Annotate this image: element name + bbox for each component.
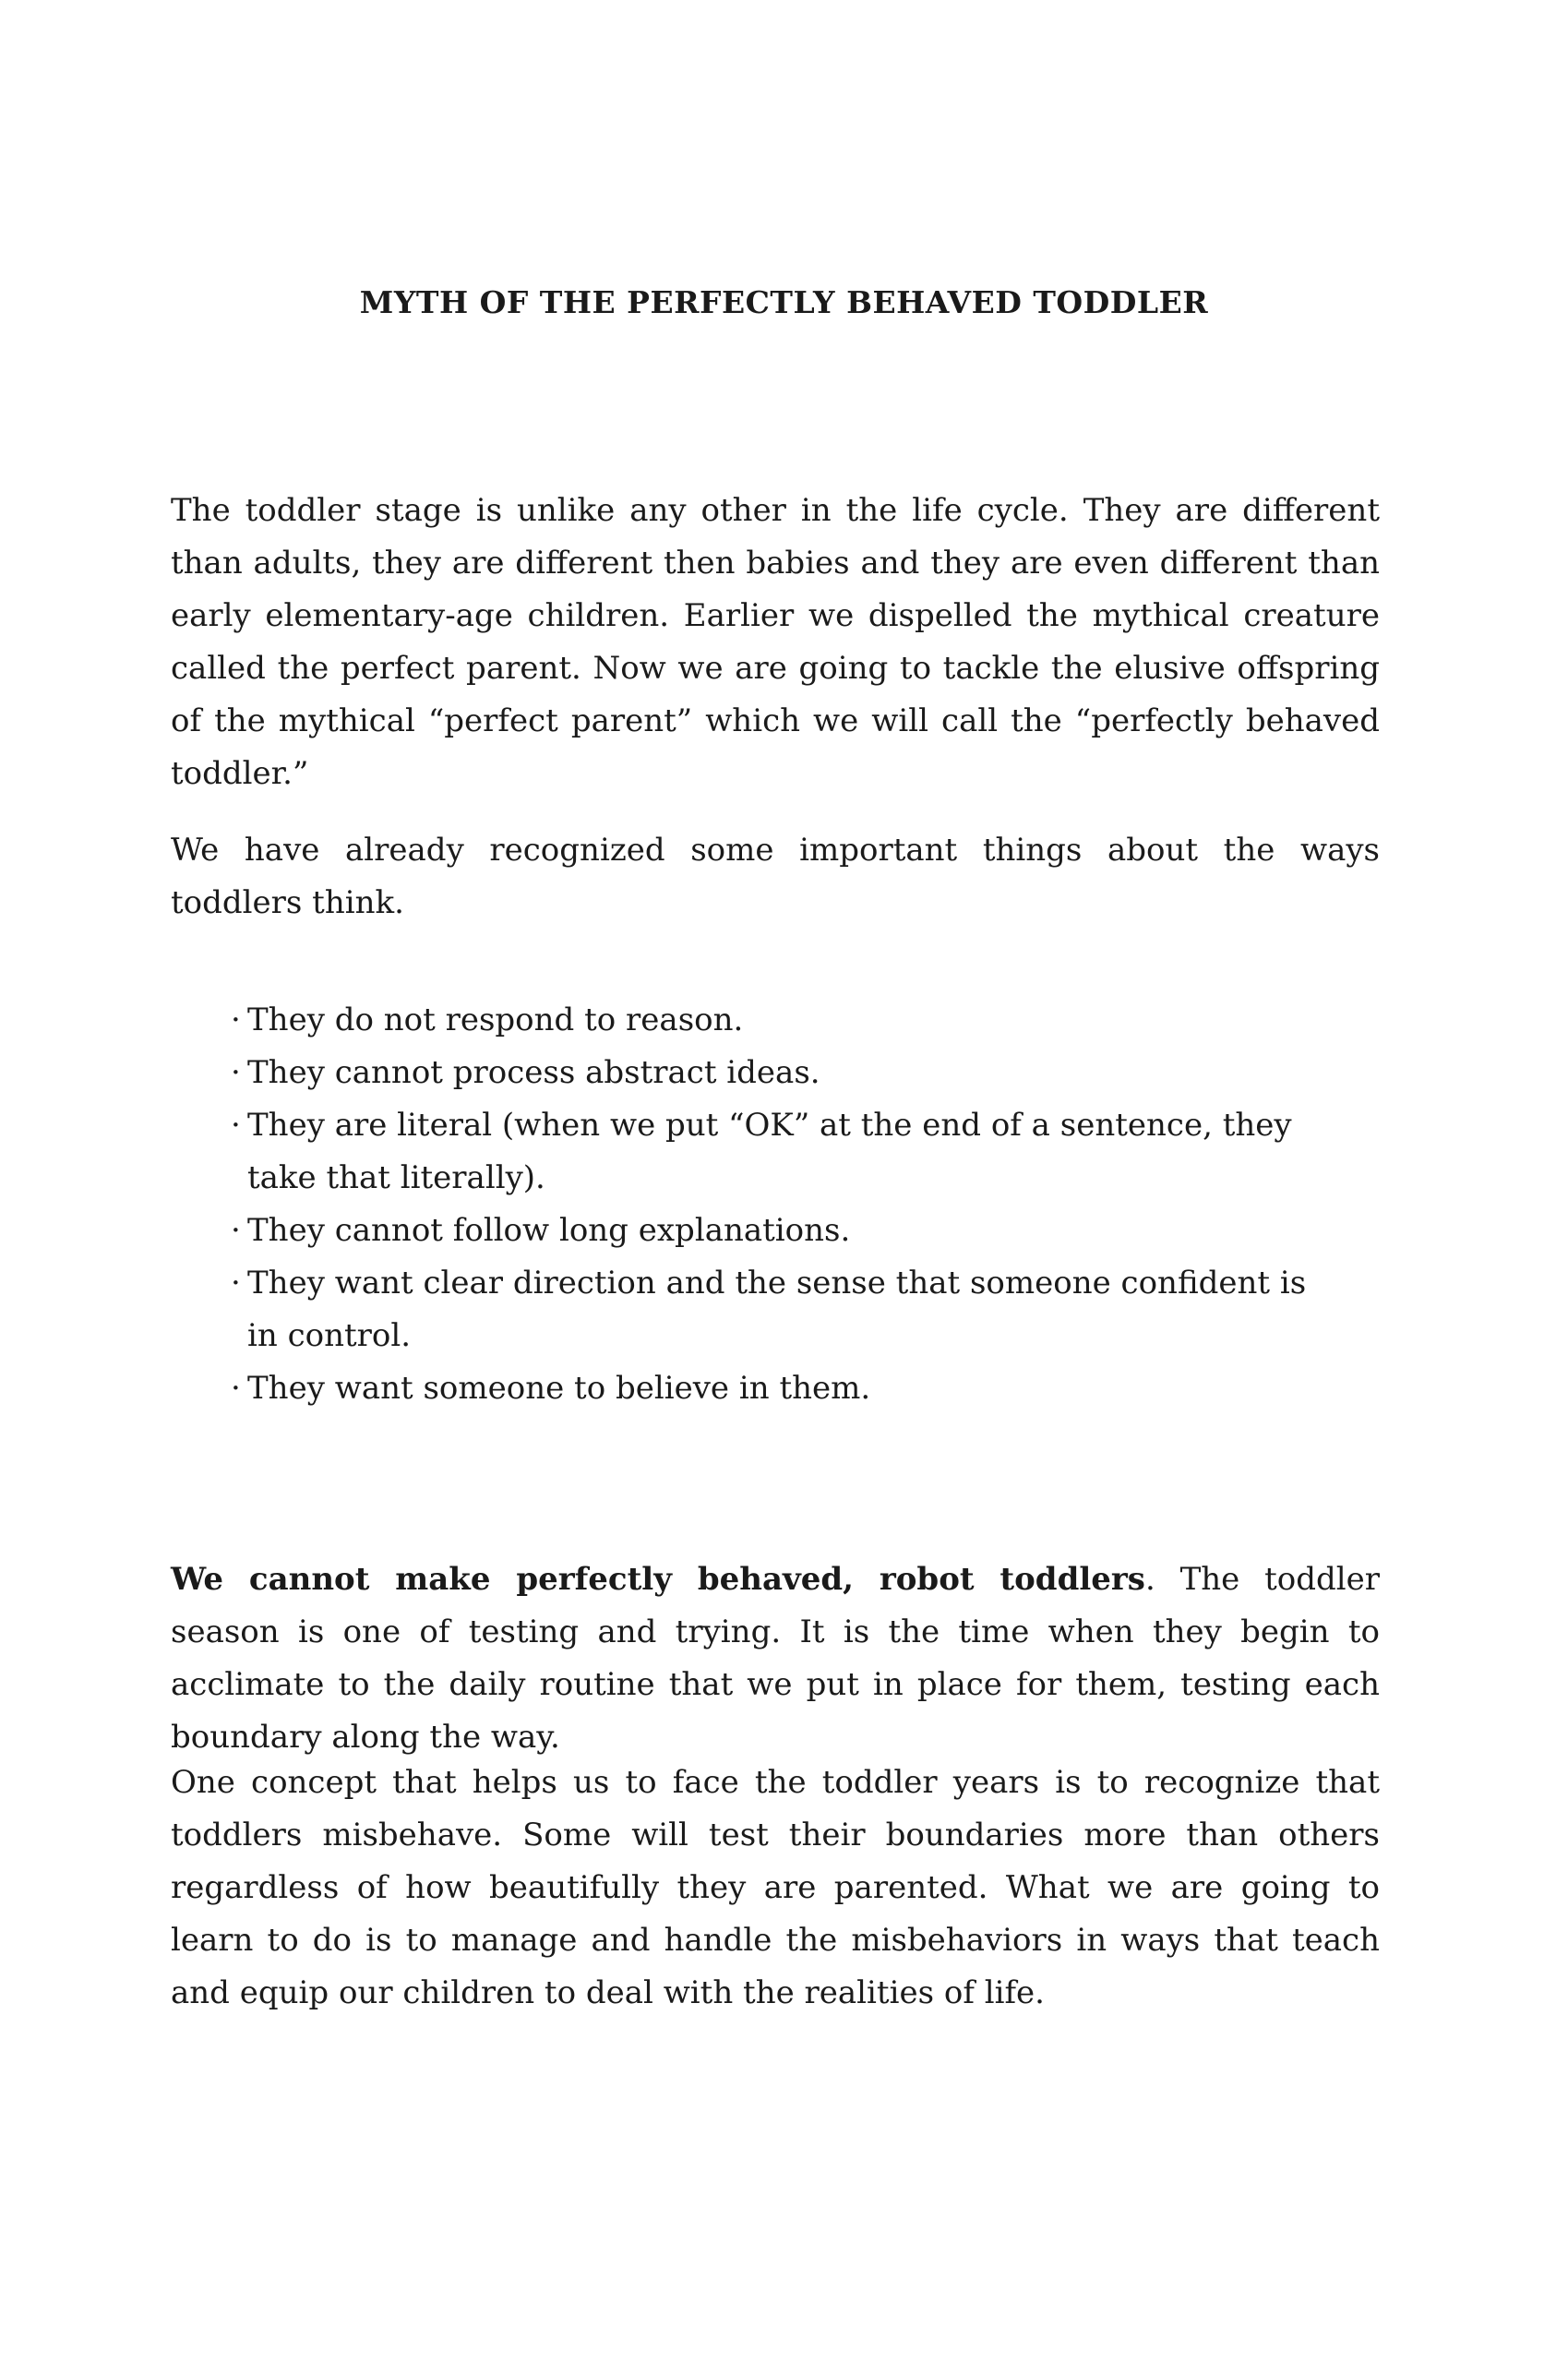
list-item bbox=[231, 1257, 1318, 1362]
boundaries-paragraph bbox=[171, 1553, 1380, 1764]
list-item-text: They are literal (when we put “OK” at the end of a sentence, they take that literally). bbox=[247, 1107, 1292, 1196]
bullet-marker: · bbox=[231, 1054, 241, 1091]
recognized-paragraph: We have already recognized some important things about the ways toddlers think. bbox=[171, 832, 1380, 921]
concept-paragraph: One concept that helps us to face the toddler years is to recognize that toddlers misbehave. Some will test their boundaries more than others regardless of how beautifully they are parented. What we are going to learn to do is to manage and handle the misbehaviors in ways that teach and equip our children to deal with the realities of life. bbox=[171, 1764, 1380, 2011]
boundaries-text: . The toddler season is one of testing and trying. It is the time when they begin to acclimate to the daily routine that we put in place for them, testing each boundary along the way. bbox=[171, 1561, 1380, 1756]
boundaries-lead: We cannot make perfectly behaved, robot toddlers bbox=[171, 1561, 1145, 1598]
list-item bbox=[231, 1047, 893, 1099]
intro-paragraph: The toddler stage is unlike any other in the life cycle. They are different than adults, they are different then babies and they are even different than early elementary-age children. Earlier we dispelled the mythical creature called the perfect parent. Now we are going to tackle the elusive offspring of the mythical “perfect parent” which we will call the “perfectly behaved toddler.” bbox=[171, 492, 1380, 792]
list-item bbox=[231, 1099, 1318, 1205]
bullet-marker: · bbox=[231, 1370, 241, 1407]
list-item-text: They want clear direction and the sense that someone confident is in control. bbox=[247, 1265, 1307, 1354]
list-item bbox=[231, 1362, 1078, 1415]
page-title: MYTH OF THE PERFECTLY BEHAVED TODDLER bbox=[359, 284, 1209, 320]
list-item-text: They do not respond to reason. bbox=[247, 1002, 744, 1038]
list-item-text: They cannot follow long explanations. bbox=[247, 1212, 851, 1249]
list-item bbox=[231, 994, 893, 1047]
bullet-marker: · bbox=[231, 1212, 241, 1249]
list-item bbox=[231, 1205, 1078, 1257]
toddler-traits-list bbox=[231, 994, 1338, 1415]
list-item-text: They cannot process abstract ideas. bbox=[247, 1054, 820, 1091]
bullet-marker: · bbox=[231, 1265, 241, 1301]
bullet-marker: · bbox=[231, 1002, 241, 1038]
bullet-marker: · bbox=[231, 1107, 241, 1144]
list-item-text: They want someone to believe in them. bbox=[247, 1370, 871, 1407]
